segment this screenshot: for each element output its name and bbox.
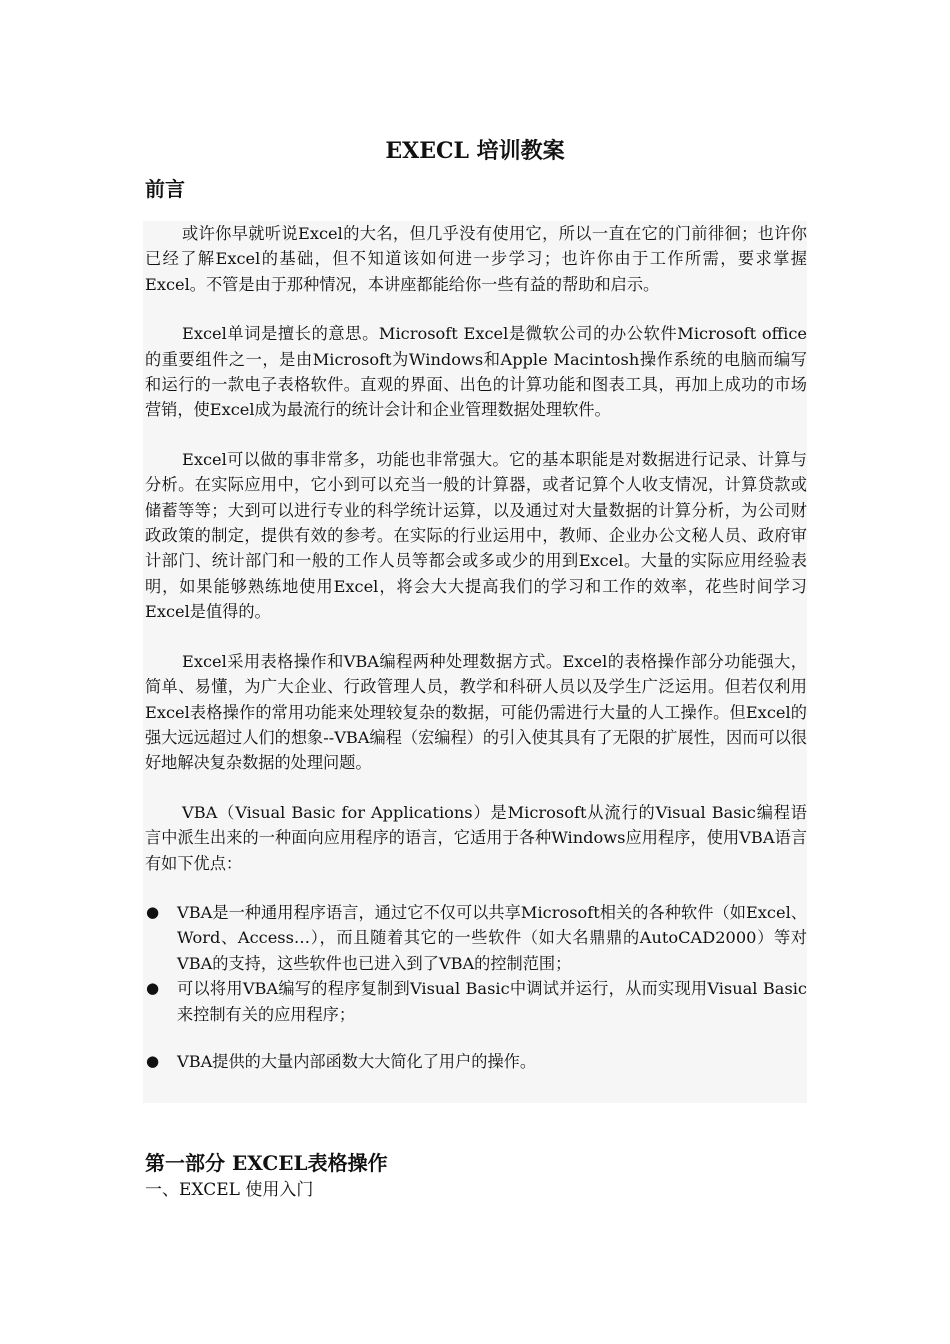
list-item (145, 900, 807, 976)
paragraph-vba-definition: VBA（Visual Basic for Applications）是Microsoft从流行的Visual Basic编程语言中派生出来的一种面向应用程序的语言，它适用于各种Windows应用程序，使用VBA语言有如下优点： (145, 802, 807, 873)
document-title: EXECL 培训教案 (385, 138, 565, 164)
vba-advantages-list (145, 900, 807, 1074)
list-item-text: 可以将用VBA编写的程序复制到Visual Basic中调试并运行，从而实现用Visual Basic来控制有关的应用程序； (177, 979, 807, 1024)
paragraph-excel-capabilities: Excel可以做的事非常多，功能也非常强大。它的基本职能是对数据进行记录、计算与分析。在实际应用中，它小到可以充当一般的计算器，或者记算个人收支情况，计算贷款或储蓄等等；大到可以进行专业的科学统计运算，以及通过对大量数据的计算分析，为公司财政政策的制定，提供有效的参考。在实际的行业运用中，教师、企业办公文秘人员、政府审计部门、统计部门和一般的工作人员等都会或多或少的用到Excel。大量的实际应用经验表明，如果能够熟练地使用Excel，将会大大提高我们的学习和工作的效率，花些时间学习Excel是值得的。 (145, 449, 807, 622)
preface-heading: 前言 (145, 177, 185, 201)
part-one-heading: 第一部分 EXCEL表格操作 (145, 1151, 388, 1175)
preface-body (145, 221, 807, 1074)
list-item-text: VBA提供的大量内部函数大大简化了用户的操作。 (177, 1051, 537, 1071)
bullet-icon: ● (146, 979, 160, 998)
paragraph-intro: 或许你早就听说Excel的大名，但几乎没有使用它，所以一直在它的门前徘徊；也许你已经了解Excel的基础，但不知道该如何进一步学习；也许你由于工作所需，要求掌握Excel。不管是由于那种情况，本讲座都能给你一些有益的帮助和启示。 (145, 224, 807, 294)
paragraph-excel-meaning: Excel单词是擅长的意思。Microsoft Excel是微软公司的办公软件Microsoft office的重要组件之一，是由Microsoft为Windows和Apple Macintosh操作系统的电脑而编写和运行的一款电子表格软件。直观的界面、出色的计算功能和图表工具，再加上成功的市场营销，使Excel成为最流行的统计会计和企业管理数据处理软件。 (145, 324, 807, 420)
bullet-icon: ● (146, 902, 160, 921)
list-item-text: VBA是一种通用程序语言，通过它不仅可以共享Microsoft相关的各种软件（如Excel、Word、Access…），而且随着其它的一些软件（如大名鼎鼎的AutoCAD2000）等对VBA的支持，这些软件也已进入到了VBA的控制范围； (177, 902, 807, 973)
section-one-heading: 一、EXCEL 使用入门 (145, 1180, 314, 1200)
list-item (145, 1049, 807, 1074)
bullet-icon: ● (146, 1051, 160, 1070)
list-item (145, 976, 807, 1027)
paragraph-vba-programming: Excel采用表格操作和VBA编程两种处理数据方式。Excel的表格操作部分功能强大，简单、易懂，为广大企业、行政管理人员，教学和科研人员以及学生广泛运用。但若仅利用Excel表格操作的常用功能来处理较复杂的数据，可能仍需进行大量的人工操作。但Excel的强大远远超过人们的想象--VBA编程（宏编程）的引入使其具有了无限的扩展性，因而可以很好地解决复杂数据的处理问题。 (145, 651, 807, 773)
